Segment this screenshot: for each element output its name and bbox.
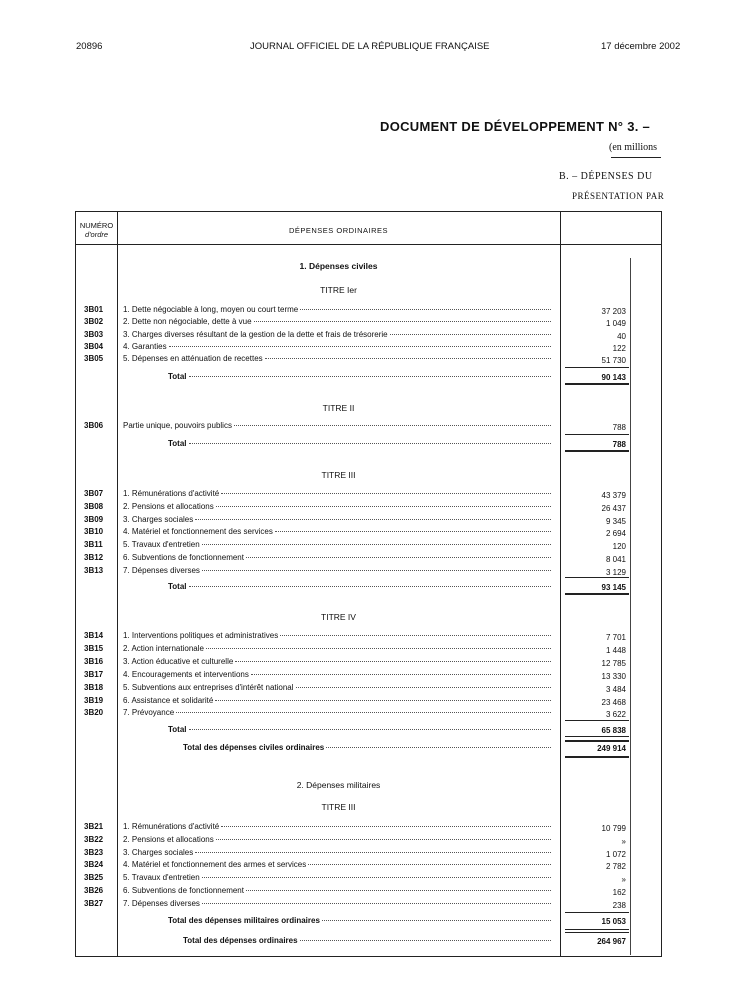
column-header-number xyxy=(76,221,117,239)
row-value: 37 203 xyxy=(601,307,626,316)
section-total-rule-bottom xyxy=(565,450,629,452)
row-value: 122 xyxy=(612,343,626,353)
civil-total-rule-top xyxy=(565,740,629,742)
section-total-rule-top xyxy=(565,720,629,721)
civil-heading: 1. Dépenses civiles xyxy=(299,261,378,271)
row-label-text: Partie unique, pouvoirs publics xyxy=(123,421,232,430)
dot-leader xyxy=(189,376,551,377)
dot-leader xyxy=(215,700,551,701)
dot-leader xyxy=(189,443,551,444)
publication-date: 17 décembre 2002 xyxy=(601,41,681,52)
row-label-text: 4. Encouragements et interventions xyxy=(123,669,249,679)
row-code: 3B14 xyxy=(84,631,104,640)
row-value: 43 379 xyxy=(601,491,626,500)
section-total-label: Total xyxy=(168,439,187,448)
row-label xyxy=(123,657,551,666)
dot-leader xyxy=(221,826,551,827)
row-code: 3B27 xyxy=(84,898,104,908)
row-label-text: 2. Action internationale xyxy=(123,643,204,653)
row-value: 1 049 xyxy=(605,319,626,329)
dot-leader xyxy=(246,557,551,558)
row-label-text: 3. Charges sociales xyxy=(123,514,194,524)
grand-total-value: 264 967 xyxy=(597,937,626,946)
row-label-text: 2. Pensions et allocations xyxy=(123,834,214,844)
section-total-value: 65 838 xyxy=(601,726,626,735)
section-total-rule-top xyxy=(565,367,629,368)
row-label xyxy=(123,860,551,869)
dot-leader xyxy=(195,852,551,853)
row-label-text: 1. Dette négociable à long, moyen ou court terme xyxy=(123,305,299,314)
unit-note: (en millions xyxy=(609,142,658,153)
row-value: » xyxy=(621,836,626,846)
military-total-row xyxy=(168,916,551,925)
military-titre3-heading: TITRE III xyxy=(321,802,356,812)
row-label xyxy=(123,848,551,857)
row-label xyxy=(123,873,551,882)
section-total-value: 90 143 xyxy=(601,373,626,382)
civil-total-row xyxy=(183,743,551,752)
row-code: 3B17 xyxy=(84,669,104,679)
row-label-text: 1. Rémunérations d'activité xyxy=(123,822,220,831)
grand-total-row xyxy=(183,936,551,945)
row-value: 10 799 xyxy=(601,824,626,833)
row-label-text: 3. Action éducative et culturelle xyxy=(123,656,234,666)
dot-leader xyxy=(275,531,551,532)
row-code: 3B24 xyxy=(84,860,104,870)
row-code: 3B21 xyxy=(84,822,104,831)
row-label-text: 2. Pensions et allocations xyxy=(123,501,214,511)
row-label xyxy=(123,553,551,562)
dot-leader xyxy=(254,321,551,322)
row-label xyxy=(123,305,551,314)
column-divider-right xyxy=(560,212,561,956)
dot-leader xyxy=(216,839,551,840)
row-label-text: 6. Subventions de fonctionnement xyxy=(123,886,244,895)
row-value: 162 xyxy=(612,888,626,897)
dot-leader xyxy=(234,425,551,426)
row-value: 788 xyxy=(612,423,626,432)
section-total-label: Total xyxy=(168,725,187,734)
dot-leader xyxy=(195,519,551,520)
table-header-rule xyxy=(76,244,661,245)
dot-leader xyxy=(202,570,551,571)
row-code: 3B03 xyxy=(84,329,104,339)
dot-leader xyxy=(189,586,551,587)
row-label-text: 5. Travaux d'entretien xyxy=(123,540,200,550)
row-label-text: 5. Travaux d'entretien xyxy=(123,873,200,883)
grand-total-rule xyxy=(565,932,629,933)
row-label-text: 7. Prévoyance xyxy=(123,708,175,718)
dot-leader xyxy=(246,890,551,891)
titre2-heading: TITRE II xyxy=(322,403,355,413)
dot-leader xyxy=(202,903,551,904)
military-total-label: Total des dépenses militaires ordinaires xyxy=(168,916,320,925)
row-code: 3B05 xyxy=(84,354,104,364)
row-label xyxy=(123,527,551,536)
row-code: 3B06 xyxy=(84,421,104,430)
row-value: 3 484 xyxy=(605,684,626,694)
row-value: 3 129 xyxy=(605,567,626,577)
row-code: 3B23 xyxy=(84,847,104,857)
row-label-text: 5. Subventions aux entreprises d'intérêt national xyxy=(123,682,294,692)
row-code: 3B11 xyxy=(84,540,103,550)
unit-rule xyxy=(611,157,661,158)
row-label xyxy=(123,886,551,895)
row-label-text: 4. Garanties xyxy=(123,341,167,351)
row-label-text: 7. Dépenses diverses xyxy=(123,898,200,908)
row-label-text: 1. Rémunérations d'activité xyxy=(123,489,220,498)
row-label xyxy=(123,317,551,326)
section-total-row xyxy=(168,372,551,381)
section-total-value: 788 xyxy=(612,440,626,449)
row-value: 9 345 xyxy=(605,516,626,526)
column-header-number-line1: NUMÉRO xyxy=(79,221,114,230)
row-value: 3 622 xyxy=(605,710,626,720)
row-code: 3B15 xyxy=(84,643,104,653)
row-label-text: 4. Matériel et fonctionnement des services xyxy=(123,527,273,537)
titre3-heading: TITRE III xyxy=(321,470,356,480)
row-label xyxy=(123,631,551,640)
row-label-text: 2. Dette non négociable, dette à vue xyxy=(123,317,252,327)
row-value: 40 xyxy=(617,331,626,341)
row-label xyxy=(123,502,551,511)
row-code: 3B04 xyxy=(84,341,104,351)
row-value: 2 782 xyxy=(605,862,626,872)
dot-leader xyxy=(235,661,551,662)
dot-leader xyxy=(390,334,551,335)
section-total-value: 93 145 xyxy=(601,583,626,592)
section-total-label: Total xyxy=(168,582,187,591)
row-label-text: 3. Charges sociales xyxy=(123,847,194,857)
row-value: 12 785 xyxy=(601,658,626,668)
civil-total-rule-bottom xyxy=(565,756,629,758)
row-value: 120 xyxy=(612,542,626,552)
row-code: 3B08 xyxy=(84,501,104,511)
row-label xyxy=(123,421,551,430)
row-code: 3B07 xyxy=(84,489,104,498)
dot-leader xyxy=(202,877,551,878)
row-code: 3B09 xyxy=(84,514,104,524)
row-label-text: 4. Matériel et fonctionnement des armes et services xyxy=(123,860,307,870)
dot-leader xyxy=(251,674,551,675)
row-label xyxy=(123,899,551,908)
military-total-rule-top xyxy=(565,912,629,913)
row-label-text: 7. Dépenses diverses xyxy=(123,565,200,575)
grand-total-label: Total des dépenses ordinaires xyxy=(183,936,298,945)
row-value: 51 730 xyxy=(601,356,626,366)
row-label xyxy=(123,489,551,498)
section-total-label: Total xyxy=(168,372,187,381)
dot-leader xyxy=(296,687,551,688)
row-label xyxy=(123,696,551,705)
military-heading: 2. Dépenses militaires xyxy=(296,780,381,790)
dot-leader xyxy=(300,309,551,310)
row-label xyxy=(123,822,551,831)
row-code: 3B12 xyxy=(84,553,104,562)
page-number: 20896 xyxy=(76,41,103,52)
row-code: 3B01 xyxy=(84,305,104,314)
dot-leader xyxy=(308,864,551,865)
row-code: 3B19 xyxy=(84,695,104,705)
row-code: 3B22 xyxy=(84,834,104,844)
column-header-expenses: DÉPENSES ORDINAIRES xyxy=(288,226,389,235)
row-value: 238 xyxy=(612,900,626,910)
value-column-rule xyxy=(630,258,631,955)
row-label xyxy=(123,540,551,549)
row-value: 2 694 xyxy=(605,529,626,539)
presentation-title: PRÉSENTATION PAR xyxy=(572,191,665,201)
row-label-text: 5. Dépenses en atténuation de recettes xyxy=(123,354,263,364)
row-label xyxy=(123,354,551,363)
row-code: 3B02 xyxy=(84,317,104,327)
row-label xyxy=(123,835,551,844)
row-value: 1 072 xyxy=(605,849,626,859)
row-label-text: 3. Charges diverses résultant de la gestion de la dette et frais de trésorerie xyxy=(123,329,388,339)
row-value: 26 437 xyxy=(601,503,626,513)
row-value: 13 330 xyxy=(601,671,626,681)
row-value: 23 468 xyxy=(601,697,626,707)
dot-leader xyxy=(280,635,551,636)
row-label xyxy=(123,708,551,717)
section-title: B. – DÉPENSES DU xyxy=(559,171,653,182)
dot-leader xyxy=(176,712,551,713)
civil-total-label: Total des dépenses civiles ordinaires xyxy=(183,743,325,752)
row-label xyxy=(123,683,551,692)
document-title: DOCUMENT DE DÉVELOPPEMENT N° 3. – xyxy=(380,119,651,134)
row-value: 8 041 xyxy=(605,555,626,564)
military-total-value: 15 053 xyxy=(601,917,626,926)
dot-leader xyxy=(221,493,551,494)
row-code: 3B16 xyxy=(84,656,104,666)
row-value: 1 448 xyxy=(605,645,626,655)
column-divider-left xyxy=(117,212,118,956)
section-total-rule-bottom xyxy=(565,593,629,595)
dot-leader xyxy=(202,544,551,545)
row-code: 3B10 xyxy=(84,527,104,537)
dot-leader xyxy=(206,648,551,649)
section-total-rule-bottom xyxy=(565,383,629,385)
titre4-heading: TITRE IV xyxy=(321,612,356,622)
dot-leader xyxy=(189,729,551,730)
section-total-rule-top xyxy=(565,577,629,578)
row-label xyxy=(123,670,551,679)
row-label xyxy=(123,515,551,524)
civil-total-value: 249 914 xyxy=(597,744,626,753)
section-total-row xyxy=(168,439,551,448)
row-label-text: 1. Interventions politiques et administratives xyxy=(123,631,279,640)
military-total-rule-bottom xyxy=(565,929,629,930)
section-total-rule-bottom xyxy=(565,736,629,737)
row-code: 3B20 xyxy=(84,708,104,718)
row-value: » xyxy=(621,875,626,885)
row-label-text: 6. Assistance et solidarité xyxy=(123,695,214,705)
row-label xyxy=(123,330,551,339)
section-total-rule-top xyxy=(565,434,629,435)
dot-leader xyxy=(169,346,551,347)
journal-title: JOURNAL OFFICIEL DE LA RÉPUBLIQUE FRANÇAISE xyxy=(250,41,490,52)
row-code: 3B26 xyxy=(84,886,104,895)
row-value: 7 701 xyxy=(605,633,626,642)
dot-leader xyxy=(265,358,551,359)
row-label xyxy=(123,644,551,653)
titre1-heading: TITRE Ier xyxy=(320,285,357,295)
section-total-row xyxy=(168,725,551,734)
column-header-number-line2: d'ordre xyxy=(84,230,109,239)
row-label xyxy=(123,566,551,575)
row-code: 3B25 xyxy=(84,873,104,883)
row-label-text: 6. Subventions de fonctionnement xyxy=(123,553,244,562)
section-total-row xyxy=(168,582,551,591)
row-code: 3B18 xyxy=(84,682,104,692)
dot-leader xyxy=(216,506,551,507)
row-label xyxy=(123,342,551,351)
row-code: 3B13 xyxy=(84,565,104,575)
